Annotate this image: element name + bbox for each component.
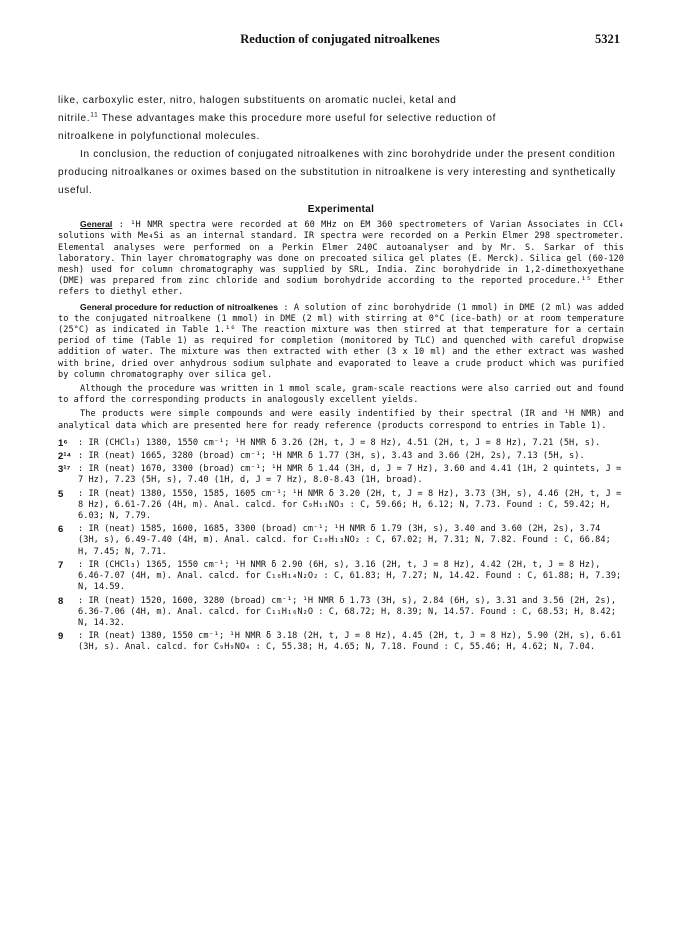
article-body xyxy=(58,92,624,656)
compound-entry xyxy=(58,560,624,594)
conclusion-paragraph: In conclusion, the reduction of conjugated nitroalkenes with zinc borohydride under the present condition producing nitroalkanes or oximes based on the substitution in nitroalkene is very interesting and synthetically useful. xyxy=(58,149,616,196)
compound-entry xyxy=(58,524,624,558)
procedure-text: : A solution of zinc borohydride (1 mmol) in DME (2 ml) was added to the conjugated nitroalkene (1 mmol) in DME (2 ml) with stirring at 0°C (ice-bath) or at room temperature (25°C) as indicated in Table 1.¹⁶ The reaction mixture was then stirred at that temperature for a certain period of time (Table 1) as required for completion (monitored by TLC) and quenched with careful dropwise addition of water. The mixture was then extracted with ether (3 x 10 ml) and the ether extract was washed with brine, dried over anhydrous sodium sulphate and evaporated to leave a crude product which was purified by column chromatography over silica gel. xyxy=(58,302,624,380)
entry-number: 3¹⁷ xyxy=(58,464,71,476)
compound-entry xyxy=(58,451,624,462)
entry-text: : IR (CHCl₃) 1365, 1550 cm⁻¹; ¹H NMR δ 2.90 (6H, s), 3.16 (2H, t, J = 8 Hz), 4.42 (2H, t, J = 8 Hz), 6.46-7.07 (4H, m). Anal. calcd. for C₁₀H₁₄N₂O₂ : C, 61.83; H, 7.27; N, 14.42. Found : C, 61.88; H, 7.39; N, 14.59. xyxy=(78,559,622,593)
entry-text: : IR (CHCl₃) 1380, 1550 cm⁻¹; ¹H NMR δ 3.26 (2H, t, J = 8 Hz), 4.51 (2H, t, J = 8 Hz), 7.21 (5H, s). xyxy=(78,437,601,448)
page-header xyxy=(60,32,620,52)
scale-paragraph: Although the procedure was written in 1 mmol scale, gram-scale reactions were also carried out and found to afford the corresponding products in analogously excellent yields. xyxy=(58,384,624,406)
general-label: General xyxy=(80,219,113,230)
procedure-paragraph xyxy=(58,302,624,381)
intro-paragraph xyxy=(58,92,624,200)
entry-text: : IR (neat) 1380, 1550, 1585, 1605 cm⁻¹; ¹H NMR δ 3.20 (2H, t, J = 8 Hz), 3.73 (3H, s), 4.46 (2H, t, J = 8 Hz), 6.61-7.26 (4H, m). Anal. calcd. for C₉H₁₁NO₃ : C, 59.66; H, 6.12; N, 7.73. Found : C, 59.42; H, 6.03; N, 7.79. xyxy=(78,488,622,522)
compound-entry xyxy=(58,631,624,653)
entry-number: 5 xyxy=(58,488,64,500)
entry-number: 6 xyxy=(58,524,64,536)
entry-text: : IR (neat) 1380, 1550 cm⁻¹; ¹H NMR δ 3.18 (2H, t, J = 8 Hz), 4.45 (2H, t, J = 8 Hz), 5.90 (2H, s), 6.61 (3H, s). Anal. calcd. for C₉H₉NO₄ : C, 55.38; H, 4.65; N, 7.18. Found : C, 55.46; H, 4.62; N, 7.04. xyxy=(78,631,622,653)
entry-number: 1⁶ xyxy=(58,437,68,449)
intro-line-3: nitroalkene in polyfunctional molecules. xyxy=(58,131,260,142)
general-paragraph xyxy=(58,219,624,298)
intro-line-2-end: These advantages make this procedure more useful for selective reduction of xyxy=(98,113,497,124)
entry-text: : IR (neat) 1585, 1600, 1685, 3300 (broad) cm⁻¹; ¹H NMR δ 1.79 (3H, s), 3.40 and 3.60 (2H, 2s), 3.74 (3H, s), 6.49-7.40 (4H, m). Anal. calcd. for C₁₀H₁₃NO₂ : C, 67.02; H, 7.31; N, 7.82. Found : C, 66.84; H, 7.45; N, 7.71. xyxy=(78,524,611,557)
entry-number: 8 xyxy=(58,595,64,607)
compound-entry xyxy=(58,489,624,523)
compound-entries-list xyxy=(58,438,624,654)
compound-entry xyxy=(58,438,624,449)
entry-number: 9 xyxy=(58,631,64,643)
intro-line-2-start: nitrile. xyxy=(58,113,91,124)
entry-text: : IR (neat) 1520, 1600, 3280 (broad) cm⁻¹; ¹H NMR δ 1.73 (3H, s), 2.84 (6H, s), 3.31 and 3.56 (2H, 2s), 6.36-7.06 (4H, m). Anal. calcd. for C₁₁H₁₆N₂O : C, 68.72; H, 8.39; N, 14.57. Found : C, 68.53; H, 8.42; N, 14.32. xyxy=(78,595,617,628)
intro-line-1: like, carboxylic ester, nitro, halogen substituents on aromatic nuclei, ketal and xyxy=(58,95,457,106)
page-number: 5321 xyxy=(595,32,620,46)
compound-entry xyxy=(58,464,624,486)
general-text: : ¹H NMR spectra were recorded at 60 MHz on EM 360 spectrometers of Varian Associates in CCl₄ solutions with Me₄Si as an internal standard. IR spectra were recorded on a Perkin Elmer 298 spectrometer. Elemental analyses were performed on a Perkin Elmer 240C autoanalyser and by Mr. S. Sarkar of this laboratory. Thin layer chromatography was done on precoated silica gel plates (E. Merck). Silica gel (60-120 mesh) used for column chromatography was supplied by SRL, India. Zinc borohydride in 1,2-dimethoxyethane (DME) was prepared from zinc chloride and sodium borohydride according to the reported procedure.¹⁵ Ether refers to diethyl ether. xyxy=(58,220,624,298)
entry-text: : IR (neat) 1665, 3280 (broad) cm⁻¹; ¹H NMR δ 1.77 (3H, s), 3.43 and 3.66 (2H, 2s), 7.13 (5H, s). xyxy=(78,451,585,462)
experimental-heading: Experimental xyxy=(307,204,375,215)
reference-marker: 11 xyxy=(90,111,99,119)
entry-text: : IR (neat) 1670, 3300 (broad) cm⁻¹; ¹H NMR δ 1.44 (3H, d, J = 7 Hz), 3.60 and 4.41 (1H, 2 quintets, J = 7 Hz), 7.23 (5H, s), 7.40 (1H, d, J = 7 Hz), 8.0-8.43 (1H, broad). xyxy=(78,464,622,486)
entry-number: 7 xyxy=(58,559,64,571)
intro-line-2 xyxy=(58,110,624,128)
running-title: Reduction of conjugated nitroalkenes xyxy=(240,32,440,46)
entry-number: 2¹⁴ xyxy=(58,451,72,463)
products-paragraph: The products were simple compounds and were easily indentified by their spectral (IR and ¹H NMR) and analytical data which are presented here for ready reference (products correspond to entries in Table 1). xyxy=(58,409,624,431)
compound-entry xyxy=(58,596,624,630)
procedure-label: General procedure for reduction of nitroalkenes xyxy=(80,301,279,312)
